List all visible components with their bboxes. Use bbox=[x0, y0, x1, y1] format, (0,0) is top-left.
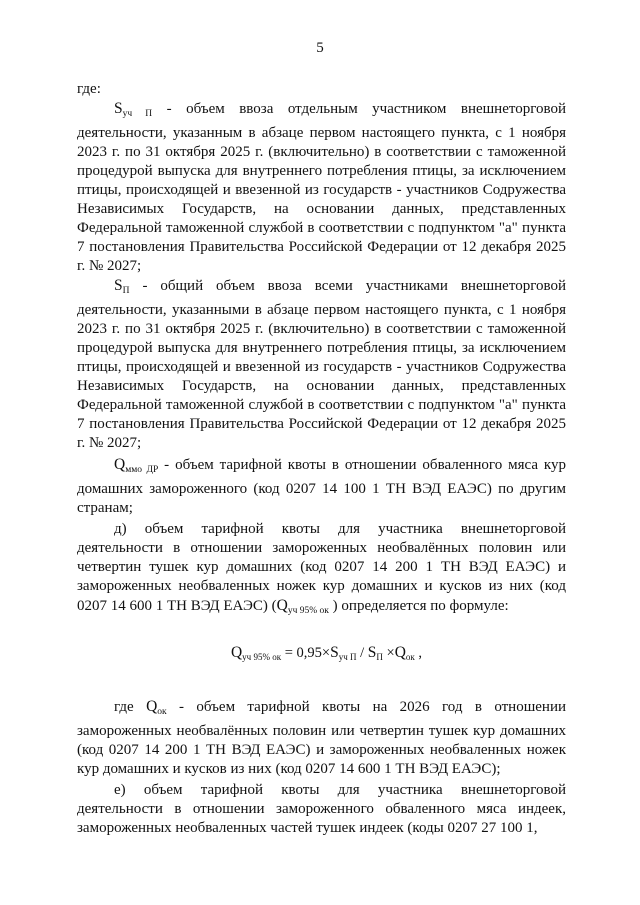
symbol-subscript: П bbox=[122, 286, 130, 296]
formula-times: × bbox=[382, 645, 395, 661]
definition-q-mmo-dr bbox=[77, 455, 566, 518]
symbol-subscript: уч 95% ок bbox=[287, 606, 329, 616]
item-e bbox=[77, 781, 566, 838]
definition-s-uch-p bbox=[77, 99, 566, 276]
definition-s-p bbox=[77, 276, 566, 453]
symbol-subscript: уч П bbox=[122, 109, 153, 119]
formula-s1-subscript: уч П bbox=[338, 652, 357, 662]
symbol-subscript: ммо ДР bbox=[125, 465, 159, 475]
symbol-q: Q bbox=[276, 597, 288, 614]
formula-end: , bbox=[414, 645, 423, 661]
where-label bbox=[77, 80, 566, 99]
symbol-s: S bbox=[114, 100, 123, 117]
where-label-text: где: bbox=[77, 81, 101, 97]
document-body bbox=[77, 80, 566, 838]
symbol-q: Q bbox=[114, 456, 126, 473]
definition-prefix: где bbox=[114, 699, 147, 715]
formula bbox=[77, 643, 566, 667]
formula-slash: / bbox=[356, 645, 368, 661]
item-e-text: е) объем тарифной квоты для участника внешнеторговой деятельности в отношении замороженного обваленного мяса индеек, замороженных необваленных частей тушек индеек (коды 0207 27 100 1, bbox=[77, 782, 566, 836]
item-d bbox=[77, 520, 566, 621]
page-number: 5 bbox=[316, 40, 324, 56]
definition-text: - общий объем ввоза всеми участниками внешнеторговой деятельности, указанными в абзаце первом настоящего пункта, с 1 ноября 2023 г. по 31 октября 2025 г. (включительно) в соответствии с таможенной процедурой выпуска для внутреннего потребления птицы, за исключением птицы, происходящей и ввезенной из государств - участников Содружества Независимых Государств, на основании данных, представленных Федеральной таможенной службой в соответствии с подпунктом "а" пункта 7 постановления Правительства Российской Федерации от 12 декабря 2025 г. № 2027; bbox=[77, 278, 566, 451]
symbol-q: Q bbox=[146, 698, 158, 715]
formula-q-subscript: ок bbox=[405, 652, 415, 662]
formula-eq: = 0,95× bbox=[281, 645, 331, 661]
item-d-text-end: ) определяется по формуле: bbox=[328, 598, 509, 614]
formula-s2: S bbox=[367, 644, 377, 661]
formula-q: Q bbox=[394, 644, 406, 661]
formula-lhs-q: Q bbox=[230, 644, 243, 661]
definition-text: - объем ввоза отдельным участником внешнеторговой деятельности, указанным в абзаце первом настоящего пункта, с 1 ноября 2023 г. по 31 октября 2025 г. (включительно) в соответствии с таможенной процедурой выпуска для внутреннего потребления птицы, за исключением птицы, происходящей и ввезенной из государств - участников Содружества Независимых Государств, на основании данных, представленных Федеральной таможенной службой в соответствии с подпунктом "а" пункта 7 постановления Правительства Российской Федерации от 12 декабря 2025 г. № 2027; bbox=[77, 101, 567, 274]
formula-s1: S bbox=[330, 644, 339, 661]
symbol-s: S bbox=[114, 277, 123, 294]
definition-text: - объем тарифной квоты в отношении обваленного мяса кур домашних замороженного (код 0207 14 100 1 ТН ВЭД ЕАЭС) по другим странам; bbox=[77, 457, 566, 516]
formula-s2-subscript: П bbox=[376, 652, 383, 662]
definition-text: - объем тарифной квоты на 2026 год в отношении замороженных необвалённых половин или четвертин тушек кур домашних (код 0207 14 200 1 ТН ВЭД ЕАЭС) и замороженных необваленных ножек кур домашних и кусков из них (код 0207 14 600 1 ТН ВЭД ЕАЭС); bbox=[77, 699, 566, 777]
item-d-text: д) объем тарифной квоты для участника внешнеторговой деятельности в отношении замороженных необвалённых половин или четвертин тушек кур домашних (код 0207 14 200 1 ТН ВЭД ЕАЭС) и замороженных необваленных ножек кур домашних и кусков из них (код 0207 14 600 1 ТН ВЭД ЕАЭС) ( bbox=[77, 521, 566, 614]
formula-lhs-subscript: уч 95% ок bbox=[242, 652, 282, 662]
definition-q-ok bbox=[77, 697, 566, 779]
symbol-subscript: ок bbox=[157, 707, 167, 717]
